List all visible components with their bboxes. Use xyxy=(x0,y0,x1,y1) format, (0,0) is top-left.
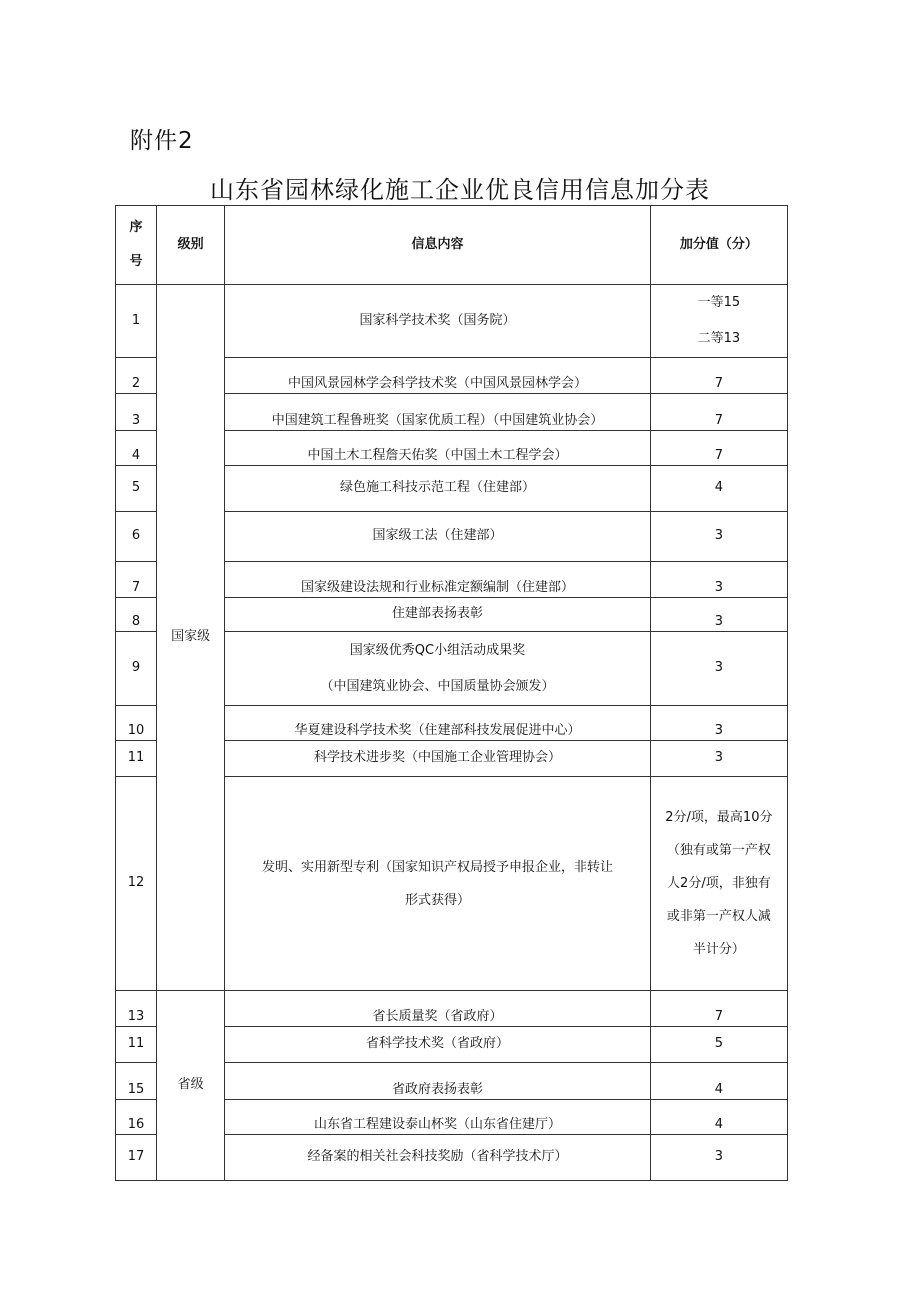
row-score: 3 xyxy=(650,512,787,562)
row-content: 中国建筑工程鲁班奖（国家优质工程）（中国建筑业协会） xyxy=(225,394,651,431)
row-number: 1 xyxy=(116,285,157,358)
row-content: 华夏建设科学技术奖（住建部科技发展促进中心） xyxy=(225,706,651,741)
attachment-label: 附件2 xyxy=(130,128,194,154)
row-score: 一等15 二等13 xyxy=(650,285,787,358)
header-score: 加分值（分） xyxy=(650,206,787,285)
row-number: 2 xyxy=(116,358,157,394)
row-number: 17 xyxy=(116,1135,157,1181)
level-provincial: 省级 xyxy=(157,991,225,1181)
row-score: 3 xyxy=(650,741,787,777)
row-content: 国家级优秀QC小组活动成果奖 （中国建筑业协会、中国质量协会颁发） xyxy=(225,632,651,706)
row-number: 9 xyxy=(116,632,157,706)
document-title: 山东省园林绿化施工企业优良信用信息加分表 xyxy=(210,176,710,204)
row-score: 7 xyxy=(650,394,787,431)
header-no: 序 号 xyxy=(116,206,157,285)
score-table xyxy=(115,205,788,1181)
row-number: 7 xyxy=(116,562,157,598)
row-score: 3 xyxy=(650,562,787,598)
row-score: 3 xyxy=(650,706,787,741)
table-row xyxy=(116,991,788,1027)
row-number: 3 xyxy=(116,394,157,431)
row-content: 国家级建设法规和行业标准定额编制（住建部） xyxy=(225,562,651,598)
row-score: 4 xyxy=(650,1100,787,1135)
row-score: 4 xyxy=(650,1063,787,1100)
row-number: 13 xyxy=(116,991,157,1027)
header-level: 级别 xyxy=(157,206,225,285)
row-content: 国家级工法（住建部） xyxy=(225,512,651,562)
row-number: 12 xyxy=(116,777,157,991)
row-score: 5 xyxy=(650,1027,787,1063)
row-number: 11 xyxy=(116,741,157,777)
level-national: 国家级 xyxy=(157,285,225,991)
row-number: 5 xyxy=(116,466,157,512)
row-content: 国家科学技术奖（国务院） xyxy=(225,285,651,358)
row-content: 住建部表扬表彰 xyxy=(225,598,651,632)
row-score: 7 xyxy=(650,431,787,466)
row-number: 11 xyxy=(116,1027,157,1063)
row-number: 15 xyxy=(116,1063,157,1100)
row-content: 中国风景园林学会科学技术奖（中国风景园林学会） xyxy=(225,358,651,394)
row-number: 16 xyxy=(116,1100,157,1135)
row-score: 7 xyxy=(650,991,787,1027)
row-content: 省长质量奖（省政府） xyxy=(225,991,651,1027)
row-content: 中国土木工程詹天佑奖（中国土木工程学会） xyxy=(225,431,651,466)
row-content: 山东省工程建设泰山杯奖（山东省住建厅） xyxy=(225,1100,651,1135)
row-score: 3 xyxy=(650,632,787,706)
table-row xyxy=(116,285,788,358)
row-content: 经备案的相关社会科技奖励（省科学技术厅） xyxy=(225,1135,651,1181)
row-score: 7 xyxy=(650,358,787,394)
row-score: 3 xyxy=(650,1135,787,1181)
row-content: 省科学技术奖（省政府） xyxy=(225,1027,651,1063)
row-content: 发明、实用新型专利（国家知识产权局授予申报企业，非转让 形式获得） xyxy=(225,777,651,991)
row-number: 8 xyxy=(116,598,157,632)
row-score: 3 xyxy=(650,598,787,632)
row-content: 绿色施工科技示范工程（住建部） xyxy=(225,466,651,512)
row-content: 科学技术进步奖（中国施工企业管理协会） xyxy=(225,741,651,777)
row-content: 省政府表扬表彰 xyxy=(225,1063,651,1100)
row-number: 4 xyxy=(116,431,157,466)
row-number: 10 xyxy=(116,706,157,741)
row-number: 6 xyxy=(116,512,157,562)
row-score: 4 xyxy=(650,466,787,512)
header-content: 信息内容 xyxy=(225,206,651,285)
header-row xyxy=(116,206,788,285)
row-score: 2分/项，最高10分 （独有或第一产权 人2分/项，非独有 或非第一产权人减 半计分） xyxy=(650,777,787,991)
